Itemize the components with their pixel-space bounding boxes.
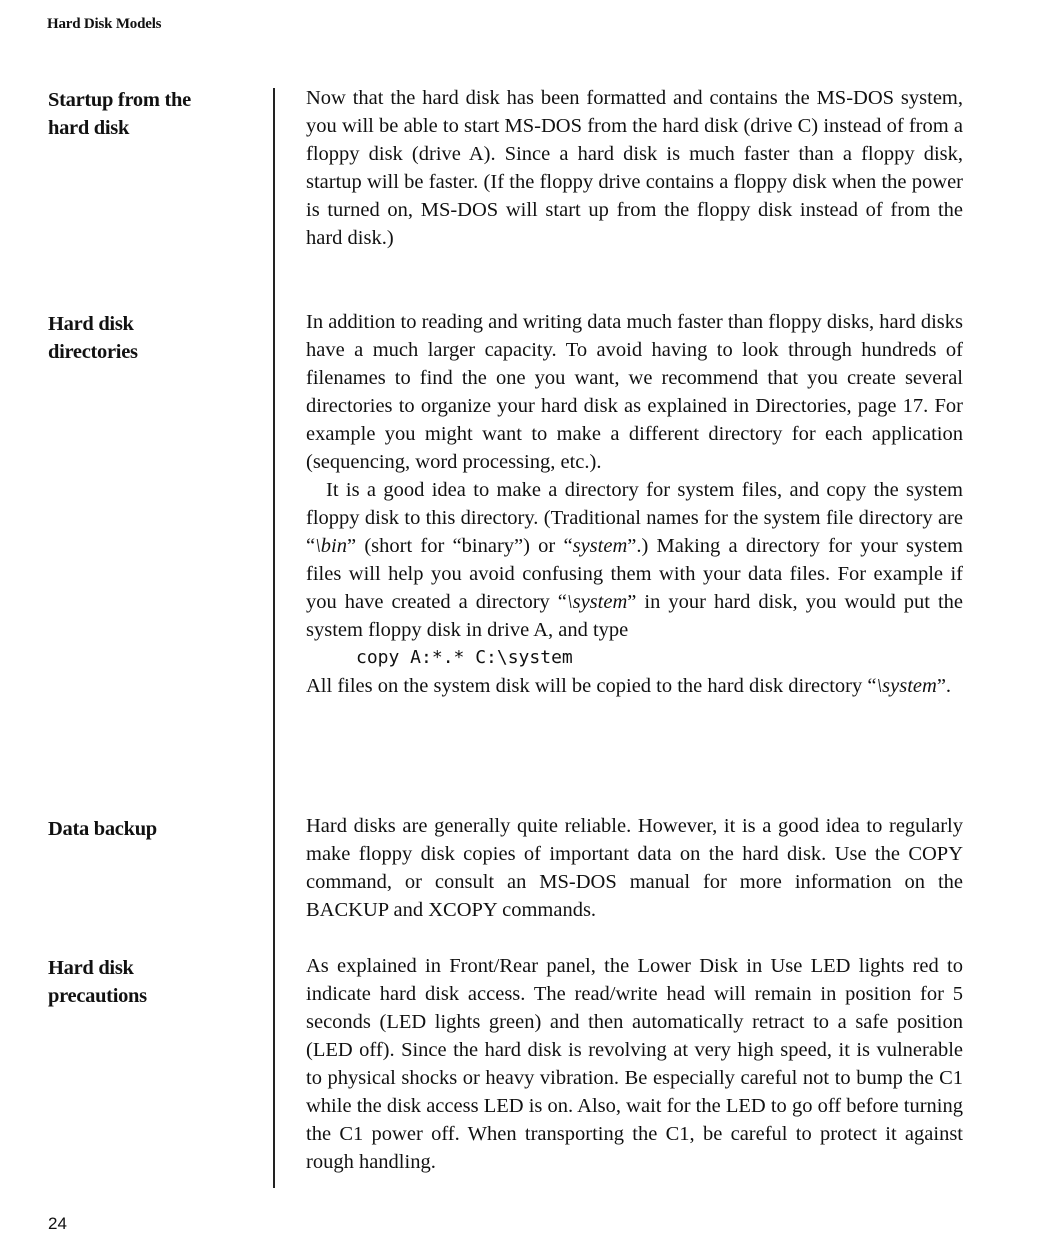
- side-heading-line: Hard disk: [48, 313, 134, 335]
- side-heading-line: Startup from the: [48, 89, 191, 111]
- paragraph: [306, 476, 963, 644]
- text-run: ” in your hard disk, you would put the system floppy disk in drive A, and type: [306, 591, 963, 641]
- paragraph: Hard disks are generally quite reliable. However, it is a good idea to regularly make floppy disk copies of important data on the hard disk. Use the COPY command, or consult an MS-DOS manual for more information on the BACKUP and XCOPY commands.: [306, 815, 963, 921]
- text-run: ” (short for “binary”) or “: [347, 535, 573, 557]
- side-heading-startup: [48, 86, 258, 142]
- text-run: ”.) Making a directory for your system files will help you avoid confusing them with your data files. For example if you have created a directory “: [306, 535, 963, 613]
- paragraph: As explained in Front/Rear panel, the Lower Disk in Use LED lights red to indicate hard disk access. The read/write head will remain in position for 5 seconds (LED lights green) and then automatically retract to a safe position (LED off). Since the hard disk is revolving at very high speed, it is vulnerable to physical shocks or heavy vibration. Be especially careful not to bump the C1 while the disk access LED is on. Also, wait for the LED to go off before turning the C1 power off. When transporting the C1, be careful to protect it against rough handling.: [306, 955, 963, 1173]
- text-run: It is a good idea to make a directory for system files, and copy the system floppy disk to this directory. (Traditional names for the system file directory are “: [306, 479, 963, 557]
- text-run: ”.: [936, 675, 952, 697]
- side-heading-line: directories: [48, 341, 138, 363]
- page-number: 24: [48, 1214, 67, 1233]
- column-rule: [273, 88, 275, 1188]
- italic-system: system: [572, 535, 628, 557]
- side-heading-line: hard disk: [48, 117, 130, 139]
- side-heading-directories: [48, 310, 258, 366]
- section-data-backup-body: [306, 812, 963, 924]
- italic-path-system: \system: [566, 591, 628, 613]
- paragraph: [306, 672, 963, 700]
- section-directories-body: [306, 308, 963, 700]
- side-heading-line: Data backup: [48, 818, 157, 840]
- paragraph: In addition to reading and writing data much faster than floppy disks, hard disks have a much larger capacity. To avoid having to look through hundreds of filenames to find the one you want, we recommend that you create several directories to organize your hard disk as explained in Directories, page 17. For example you might want to make a different directory for each application (sequencing, word processing, etc.).: [306, 311, 964, 473]
- italic-path-bin: \bin: [315, 535, 348, 557]
- italic-path-system: \system: [876, 675, 937, 697]
- paragraph: Now that the hard disk has been formatted and contains the MS-DOS system, you will be able to start MS-DOS from the hard disk (drive C) instead of from a floppy disk (drive A). Since a hard disk is much faster than a floppy disk, startup will be faster. (If the floppy drive contains a floppy disk when the power is turned on, MS-DOS will start up from the floppy disk instead of from the hard disk.): [306, 87, 963, 249]
- section-precautions-body: [306, 952, 963, 1176]
- side-heading-data-backup: [48, 815, 258, 843]
- side-heading-line: precautions: [48, 985, 147, 1007]
- side-heading-precautions: [48, 954, 258, 1010]
- text-run: All files on the system disk will be copied to the hard disk directory “: [306, 675, 877, 697]
- code-command: copy A:*.* C:\system: [356, 647, 573, 668]
- section-startup-body: [306, 84, 963, 252]
- running-head: Hard Disk Models: [47, 16, 162, 32]
- side-heading-line: Hard disk: [48, 957, 134, 979]
